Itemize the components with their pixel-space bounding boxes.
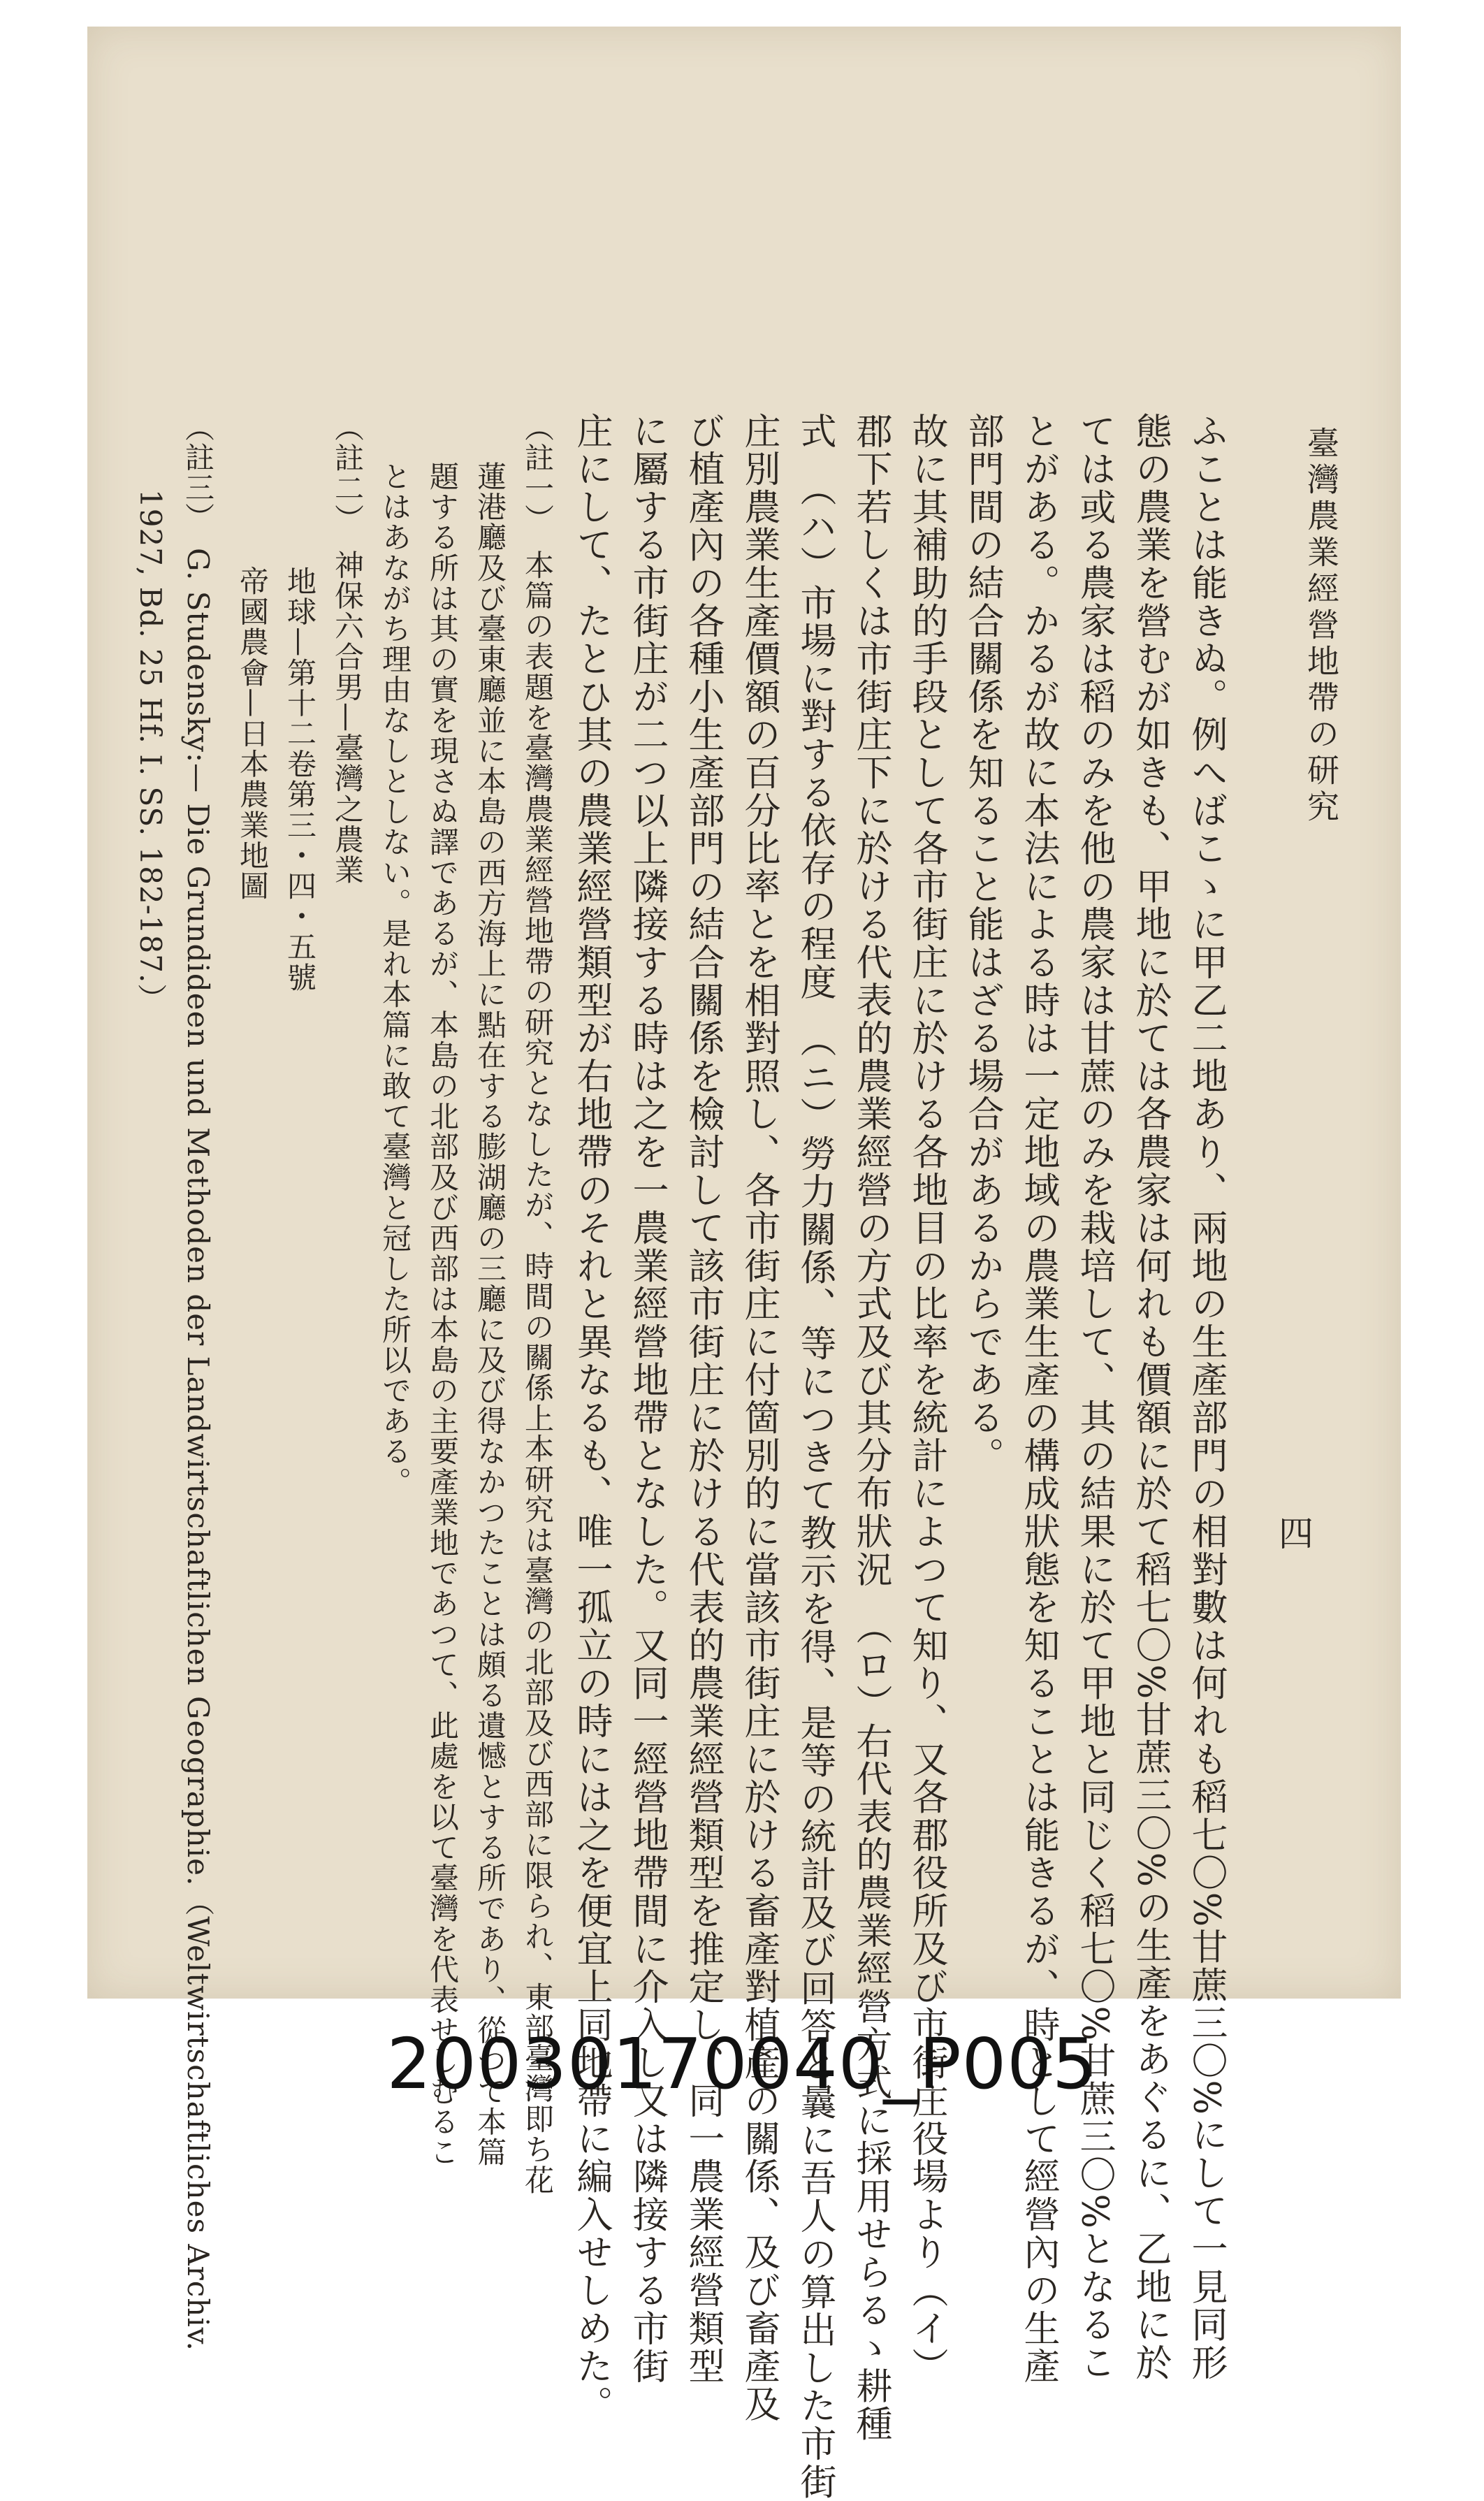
note-3-line-1: （註三） G. Studensky:— Die Grundideen und Methoden der Landwirtschaftlichen Geographie.（Weltwirtschaftliches Archiv. — [181, 412, 215, 2351]
body-column-9: 庄別農業生產價額の百分比率とを相對照し、各市街庄に付箇別的に當該市街庄に於ける畜產對植產の關係、及び畜產及 — [738, 412, 780, 2423]
running-title: 臺灣農業經營地帶の研究 — [1302, 426, 1340, 826]
body-column-7: 郡下若しくは市街庄下に於ける代表的農業經營の方式及び其分布狀況 （ロ）右代表的農業經營方式に採用せらるゝ耕種 — [850, 412, 892, 2444]
body-column-1: ふことは能きぬ。例へばこゝに甲乙二地あり、兩地の生產部門の相對數は何れも稻七〇%甘蔗三〇%にして一見同形 — [1185, 412, 1227, 2382]
body-column-11: に屬する市街庄が二つ以上隣接する時は之を一農業經營地帶となした。又同一經營地帶間に介入し又は隣接する市街 — [626, 412, 668, 2386]
body-column-8: 式 （ハ）市場に對する依存の程度 （ニ）勞力關係、等につきて教示を得、是等の統計及び回答と曩に吾人の算出した市街 — [794, 412, 836, 2501]
note-2-line-3: 帝國農會—日本農業地圖 — [235, 566, 270, 901]
note-1-line-1: （註一） 本篇の表題を臺灣農業經營地帶の研究となしたが、時間の關係上本研究は臺灣の北部及び西部に限られ、東部臺灣即ち花 — [521, 412, 555, 2196]
page-number: 四 — [1279, 1514, 1314, 1554]
body-column-6: 故に其補助的手段として各市街庄に於ける各地目の比率を統計によつて知り、又各郡役所及び市街庄役場より（イ） — [905, 412, 947, 2386]
note-2-line-2: 地球—第十二卷第三・四・五號 — [283, 566, 317, 993]
body-column-4: とがある。かるが故に本法による時は一定地域の農業生產の構成狀態を知ることは能きるが、時として經營內の生產 — [1017, 412, 1059, 2386]
body-column-10: び植產內の各種小生產部門の結合關係を檢討して該市街庄に於ける代表的農業經營類型を推定し、同一農業經營類型 — [682, 412, 724, 2386]
note-3-line-2: 1927, Bd. 25 Hf. I. SS. 182-187.） — [133, 489, 168, 1014]
note-1-line-3: 題する所は其の實を現さぬ譯であるが、本島の北部及び西部は本島の主要產業地であつて、此處を以て臺灣を代表せしむるこ — [425, 461, 460, 2168]
body-column-3: ては或る農家は稻のみを他の農家は甘蔗のみを栽培して、其の結果に於て甲地と同じく稻七〇%甘蔗三〇%となるこ — [1073, 412, 1115, 2382]
body-column-12: 庄にして、たとひ其の農業經營類型が右地帶のそれと異なるも、唯一孤立の時には之を便宜上同地帶に編入せしめた。 — [570, 412, 612, 2423]
body-column-2: 態の農業を營むが如きも、甲地に於ては各農家は何れも價額に於て稻七〇%甘蔗三〇%の生產をあぐるに、乙地に於 — [1129, 412, 1171, 2382]
note-1-line-4: とはあながち理由なしとしない。是れ本篇に敢て臺灣と冠した所以である。 — [378, 461, 412, 1498]
note-1-line-2: 蓮港廳及び臺東廳並に本島の西方海上に點在する膨湖廳の三廳に及び得なかつたことは頗る遺憾とする所であり、從つて本篇 — [473, 461, 507, 2168]
body-column-5: 部門間の結合關係を知ること能はざる場合があるからである。 — [961, 412, 1003, 1475]
note-2-line-1: （註二） 神保六合男—臺灣之農業 — [330, 412, 365, 885]
image-caption: 20030170040_P005 — [386, 2023, 1098, 2105]
